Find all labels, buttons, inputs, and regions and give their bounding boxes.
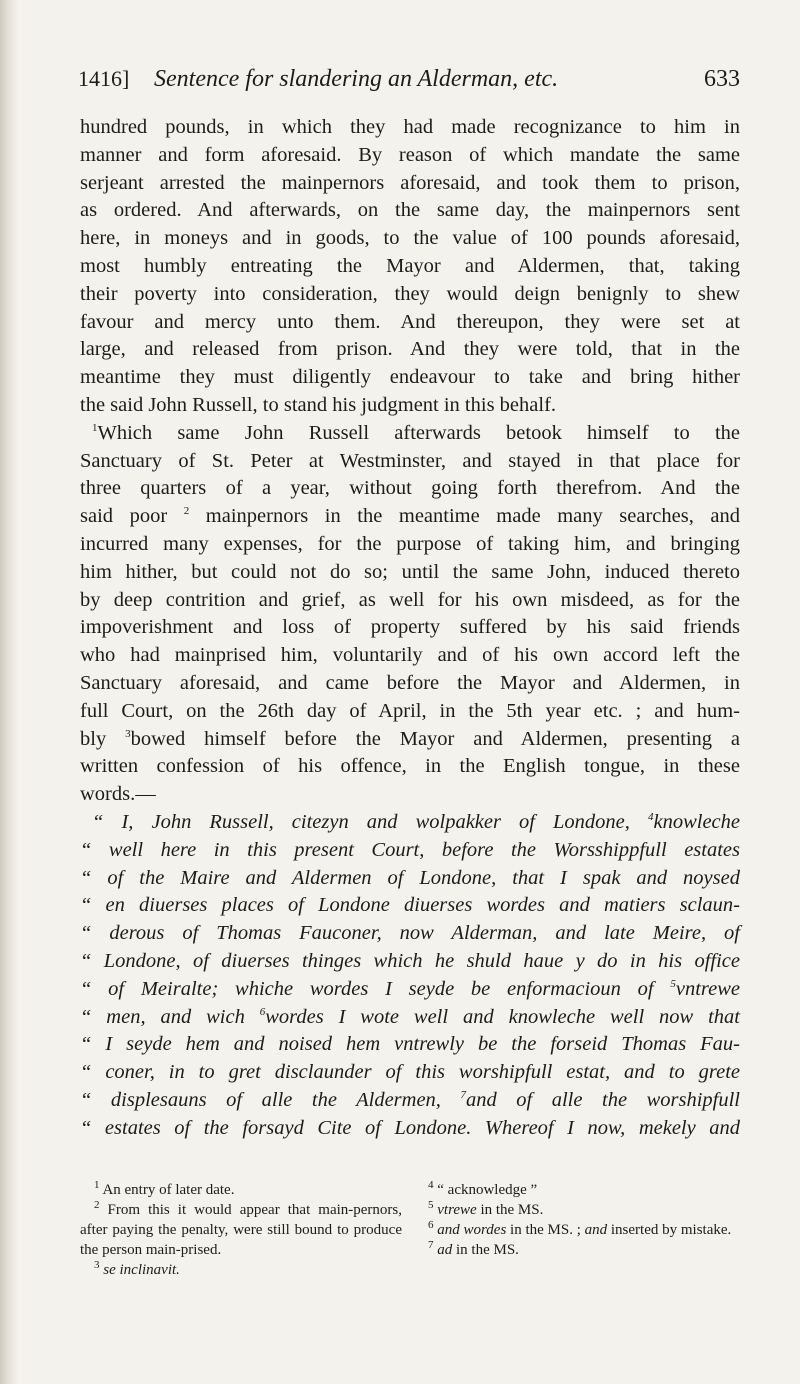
footnote-mark: 5: [670, 977, 676, 990]
text-line: favour and mercy unto them. And thereupon, they were set at: [80, 310, 740, 333]
footnote: [418, 1200, 740, 1220]
footnote-mark: 4: [647, 811, 654, 824]
footnote-text: From this it would appear that main-pernors, after paying the penalty, were still bound to produce the person main-prised.: [80, 1202, 402, 1258]
text-span: wordes I wote well and knowleche well now that: [265, 1005, 741, 1028]
footnote-number: 5: [428, 1199, 434, 1211]
footnote-number: 6: [428, 1219, 434, 1231]
footnote-text-italic: ad: [437, 1242, 453, 1258]
footnote-text-italic: and: [584, 1222, 608, 1238]
text-line: here, in moneys and in goods, to the value of 100 pounds aforesaid,: [80, 227, 740, 250]
page-number: 633: [704, 66, 740, 92]
text-line: [80, 726, 740, 754]
quote-line: “ I seyde hem and noised hem vntrewly be the forseid Thomas Fau-: [80, 1033, 740, 1056]
footnote-text-italic: and wordes: [437, 1222, 507, 1238]
text-span: Which same John Russell afterwards betook himself to the: [97, 421, 740, 444]
text-line: [80, 503, 740, 531]
text-line: who had mainprised him, voluntarily and of his own accord left the: [80, 644, 740, 667]
text-line: the said John Russell, to stand his judgment in this behalf.: [80, 393, 557, 416]
text-span: vntrewe: [675, 977, 741, 1000]
text-span: knowleche: [653, 810, 740, 833]
footnote-text: se inclinavit.: [103, 1262, 180, 1278]
quote-line: “ en diuerses places of Londone diuerses wordes and matiers sclaun-: [80, 894, 740, 917]
footnote-mark: 1: [92, 421, 98, 434]
text-line: by deep contrition and grief, as well for his own misdeed, as for the: [80, 588, 740, 611]
footnote-text: An entry of later date.: [102, 1182, 235, 1198]
footnote-text: inserted by mistake.: [607, 1222, 732, 1238]
quote-line: [80, 1004, 740, 1032]
text-line: him hither, but could not do so; until the same John, induced thereto: [80, 560, 740, 583]
quote-line: [80, 976, 740, 1004]
footnote: [80, 1180, 402, 1200]
text-line: Sanctuary aforesaid, and came before the Mayor and Aldermen, in: [80, 671, 740, 694]
footnote-text: “ acknowledge ”: [437, 1182, 538, 1198]
text-line: their poverty into consideration, they would deign benignly to shew: [80, 282, 740, 305]
footnote-text: in the MS. ;: [506, 1222, 585, 1238]
text-span: “ displesauns of alle the Aldermen,: [80, 1088, 441, 1111]
footnote-text: in the MS.: [476, 1202, 544, 1218]
quote-line: “ coner, in to gret disclaunder of this worshipfull estat, and to grete: [80, 1061, 740, 1084]
footnote-number: 4: [428, 1179, 434, 1191]
footnote-mark: 6: [259, 1005, 266, 1018]
year-marker: 1416]: [78, 66, 130, 91]
text-line: hundred pounds, in which they had made recognizance to him in: [80, 116, 740, 138]
text-line: manner and form aforesaid. By reason of which mandate the same: [80, 143, 740, 166]
body-text: [80, 114, 740, 1142]
text-line: impoverishment and loss of property suffered by his said friends: [80, 616, 740, 639]
text-span: “ I, John Russell, citezyn and wolpakker of Londone,: [92, 810, 630, 833]
text-line: Sanctuary of St. Peter at Westminster, and stayed in that place for: [80, 449, 740, 472]
quote-line: “ well here in this present Court, before the Worsshippfull estates: [80, 838, 740, 861]
footnote-text: in the MS.: [452, 1242, 519, 1258]
footnote-number: 2: [94, 1199, 100, 1211]
footnote: [80, 1200, 402, 1260]
text-span: bowed himself before the Mayor and Aldermen, presenting a: [130, 727, 741, 750]
footnotes-left-column: [80, 1180, 402, 1280]
text-line: full Court, on the 26th day of April, in the 5th year etc. ; and hum-: [80, 699, 740, 722]
footnote-text-italic: vtrewe: [437, 1202, 477, 1218]
text-line: three quarters of a year, without going forth therefrom. And the: [80, 477, 740, 500]
quote-line: “ estates of the forsayd Cite of Londone. Whereof I now, mekely and: [80, 1116, 740, 1139]
text-line: serjeant arrested the mainpernors aforesaid, and took them to prison,: [80, 171, 740, 194]
text-span: and of alle the worshipfull: [465, 1088, 740, 1111]
text-span: mainpernors in the meantime made many searches, and: [205, 505, 741, 528]
text-line: large, and released from prison. And they were told, that in the: [80, 338, 740, 361]
footnote: [418, 1220, 740, 1240]
footnote-number: 3: [94, 1259, 100, 1271]
middle-english-quote: [80, 809, 740, 1143]
text-line: written confession of his offence, in the English tongue, in these: [80, 755, 740, 778]
running-head: [80, 66, 740, 96]
quote-line: “ of the Maire and Aldermen of Londone, that I spak and noysed: [80, 866, 740, 889]
footnote: [80, 1260, 402, 1280]
text-line: meantime they must diligently endeavour to take and bring hither: [80, 366, 740, 389]
footnote-mark: 2: [183, 505, 190, 518]
text-line: most humbly entreating the Mayor and Aldermen, that, taking: [80, 254, 740, 277]
text-span: “ of Meiralte; whiche wordes I seyde be enformacioun of: [80, 977, 654, 1000]
running-title: Sentence for slandering an Alderman, etc.: [154, 66, 559, 92]
page-gutter-shadow: [0, 0, 18, 1384]
quote-line: “ derous of Thomas Fauconer, now Alderman, and late Meire, of: [80, 922, 740, 945]
text-span: bly: [80, 727, 107, 750]
quote-line: “ Londone, of diuerses thinges which he shuld haue y do in his office: [80, 949, 740, 972]
footnotes-right-column: [418, 1180, 740, 1260]
text-line: as ordered. And afterwards, on the same day, the mainpernors sent: [80, 199, 740, 222]
footnote: [418, 1180, 740, 1200]
text-line: words.—: [80, 783, 156, 806]
footnote-mark: 7: [460, 1089, 466, 1102]
footnote-number: 7: [428, 1239, 434, 1251]
footnote: [418, 1240, 740, 1260]
text-line: [80, 420, 740, 448]
quote-line: [80, 809, 740, 837]
text-span: “ men, and wich: [80, 1005, 245, 1028]
quote-line: [80, 1087, 740, 1115]
text-span: said poor: [80, 505, 168, 528]
text-line: incurred many expenses, for the purpose of taking him, and bringing: [80, 532, 740, 555]
footnote-mark: 3: [125, 727, 131, 740]
footnote-number: 1: [94, 1179, 100, 1191]
